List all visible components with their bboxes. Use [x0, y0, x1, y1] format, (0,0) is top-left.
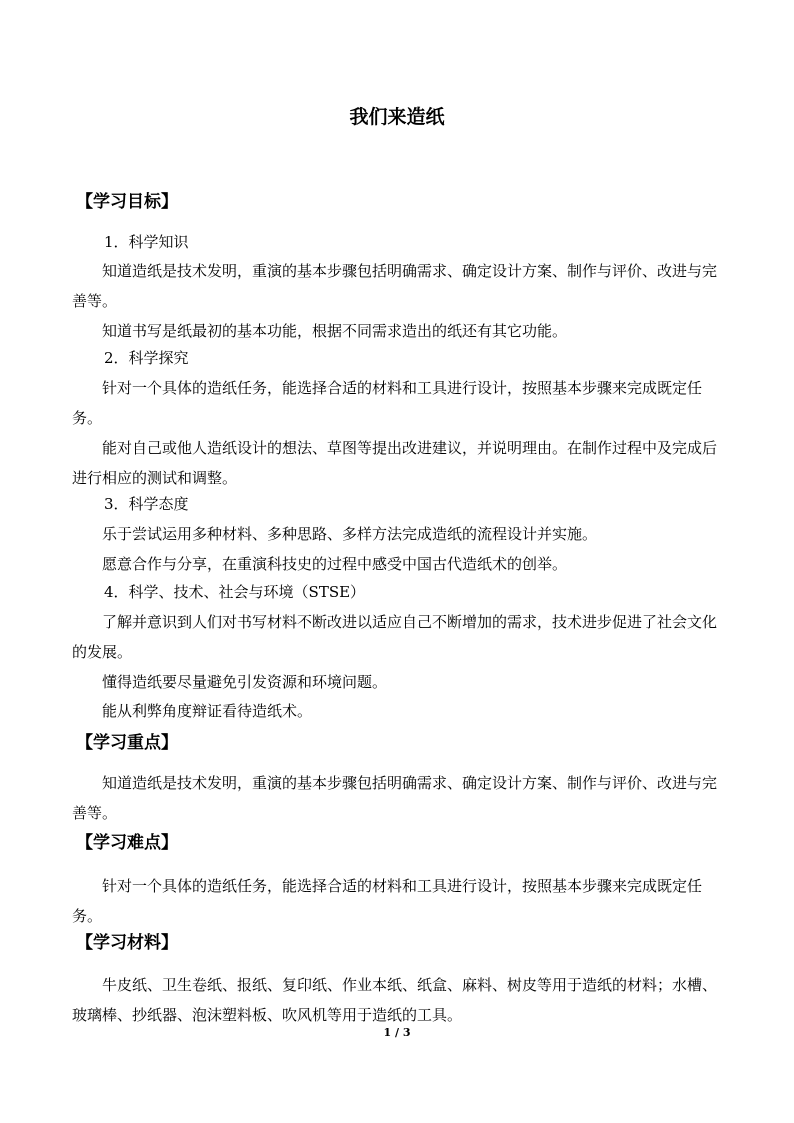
difficulties-paragraph: 针对一个具体的造纸任务，能选择合适的材料和工具进行设计，按照基本步骤来完成既定任务。: [72, 877, 703, 925]
objectives-subheading-stse: 4．科学、技术、社会与环境（STSE）: [104, 583, 366, 601]
objectives-knowledge-paragraph-1: 知道造纸是技术发明，重演的基本步骤包括明确需求、确定设计方案、制作与评价、改进与完善等。: [72, 262, 718, 310]
objectives-subheading-knowledge: 1．科学知识: [104, 233, 189, 251]
objectives-subheading-attitude: 3．科学态度: [104, 495, 189, 513]
objectives-inquiry-paragraph-1: 针对一个具体的造纸任务，能选择合适的材料和工具进行设计，按照基本步骤来完成既定任务。: [72, 379, 703, 427]
objectives-attitude-paragraph-1: 乐于尝试运用多种材料、多种思路、多样方法完成造纸的流程设计并实施。: [102, 525, 598, 543]
key-points-paragraph: 知道造纸是技术发明，重演的基本步骤包括明确需求、确定设计方案、制作与评价、改进与完善等。: [72, 774, 718, 822]
objectives-stse-paragraph-1: 了解并意识到人们对书写材料不断改进以适应自己不断增加的需求，技术进步促进了社会文化的发展。: [72, 613, 718, 661]
materials-heading: 【学习材料】: [76, 933, 178, 953]
objectives-heading: 【学习目标】: [76, 192, 178, 212]
objectives-stse-paragraph-2: 懂得造纸要尽量避免引发资源和环境问题。: [102, 673, 388, 691]
difficulties-heading: 【学习难点】: [76, 833, 178, 853]
objectives-subheading-inquiry: 2．科学探究: [104, 349, 189, 367]
key-points-heading: 【学习重点】: [76, 733, 178, 753]
objectives-stse-paragraph-3: 能从利弊角度辩证看待造纸术。: [102, 702, 313, 720]
materials-paragraph: 牛皮纸、卫生卷纸、报纸、复印纸、作业本纸、纸盒、麻料、树皮等用于造纸的材料；水槽、玻璃棒、抄纸器、泡沫塑料板、吹风机等用于造纸的工具。: [72, 976, 718, 1024]
objectives-knowledge-paragraph-2: 知道书写是纸最初的基本功能，根据不同需求造出的纸还有其它功能。: [102, 322, 568, 340]
objectives-attitude-paragraph-2: 愿意合作与分享，在重演科技史的过程中感受中国古代造纸术的创举。: [102, 555, 568, 573]
document-title: 我们来造纸: [349, 106, 445, 128]
page-number: 1 / 3: [383, 1026, 411, 1039]
objectives-inquiry-paragraph-2: 能对自己或他人造纸设计的想法、草图等提出改进建议，并说明理由。在制作过程中及完成后进行相应的测试和调整。: [72, 439, 718, 487]
